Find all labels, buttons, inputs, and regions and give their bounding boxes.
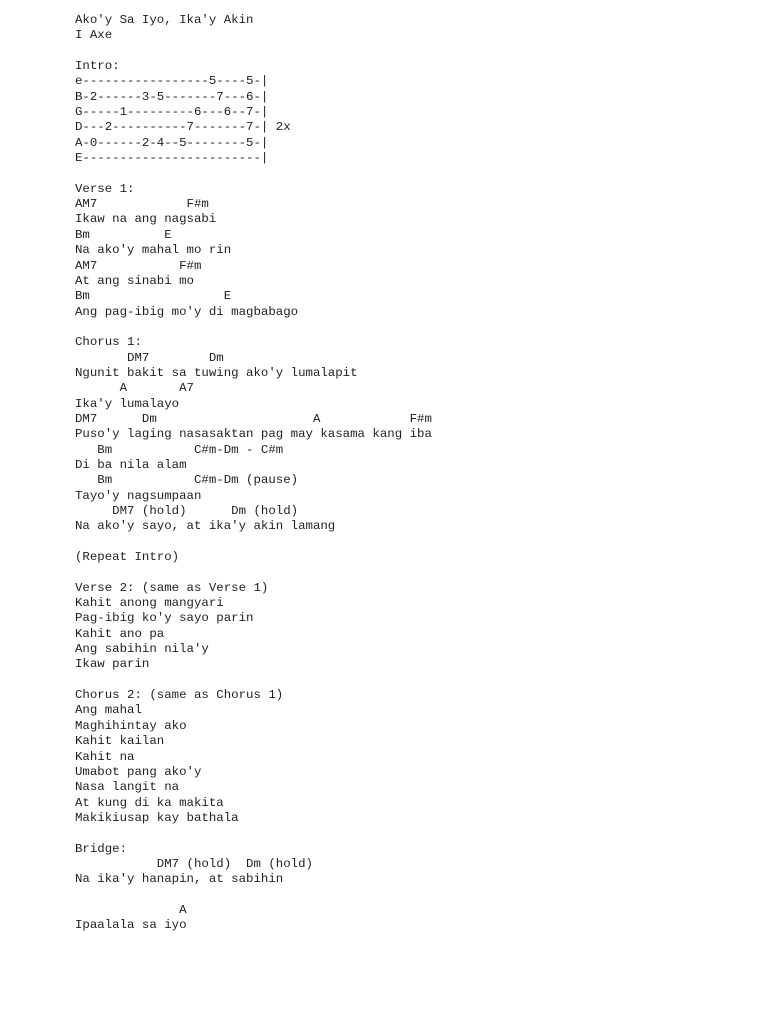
sheet-line: DM7 Dm A F#m xyxy=(75,411,432,426)
sheet-line: Ang mahal xyxy=(75,703,142,718)
sheet-line: Umabot pang ako'y xyxy=(75,764,202,779)
sheet-line: AM7 F#m xyxy=(75,258,202,273)
sheet-line: G-----1---------6---6--7-| xyxy=(75,105,269,120)
sheet-line: Maghihintay ako xyxy=(75,718,187,733)
sheet-line: Intro: xyxy=(75,59,120,74)
sheet-line: Chorus 2: (same as Chorus 1) xyxy=(75,688,284,703)
sheet-line: Verse 1: xyxy=(75,181,135,196)
sheet-line: E------------------------| xyxy=(75,151,269,166)
sheet-line: Nasa langit na xyxy=(75,780,180,795)
sheet-line: Di ba nila alam xyxy=(75,457,187,472)
sheet-line: Puso'y laging nasasaktan pag may kasama kang iba xyxy=(75,427,432,442)
sheet-line: Ika'y lumalayo xyxy=(75,396,180,411)
sheet-line: Na ako'y mahal mo rin xyxy=(75,243,232,258)
sheet-line: Ikaw na ang nagsabi xyxy=(75,212,217,227)
sheet-line: Verse 2: (same as Verse 1) xyxy=(75,580,269,595)
sheet-line: Kahit ano pa xyxy=(75,626,165,641)
sheet-line: DM7 (hold) Dm (hold) xyxy=(75,504,299,518)
sheet-line: Kahit na xyxy=(75,749,135,764)
sheet-line: At kung di ka makita xyxy=(75,795,224,810)
sheet-line: e-----------------5----5-| xyxy=(75,74,269,89)
sheet-line xyxy=(75,673,755,688)
sheet-line: B-2------3-5-------7---6-| xyxy=(75,89,269,104)
sheet-line: AM7 F#m xyxy=(75,197,209,212)
sheet-line: Ang pag-ibig mo'y di magbabago xyxy=(75,304,299,319)
sheet-line: Bm E xyxy=(75,227,172,242)
sheet-line: Ang sabihin nila'y xyxy=(75,642,209,657)
sheet-line: Bridge: xyxy=(75,841,128,856)
sheet-line xyxy=(75,166,755,181)
sheet-line xyxy=(75,826,755,841)
sheet-line: Kahit anong mangyari xyxy=(75,596,224,611)
sheet-line: A-0------2-4--5--------5-| xyxy=(75,135,269,150)
sheet-line: Makikiusap kay bathala xyxy=(75,810,239,825)
sheet-line: Tayo'y nagsumpaan xyxy=(75,488,202,503)
sheet-line: Ikaw parin xyxy=(75,657,150,672)
sheet-line: D---2----------7-------7-| 2x xyxy=(75,120,291,135)
sheet-line xyxy=(75,44,755,59)
sheet-line: At ang sinabi mo xyxy=(75,273,194,288)
sheet-line: Bm C#m-Dm - C#m xyxy=(75,442,284,457)
sheet-line xyxy=(75,320,755,335)
sheet-line: Ngunit bakit sa tuwing ako'y lumalapit xyxy=(75,365,358,380)
song-title: Ako'y Sa Iyo, Ika'y Akin xyxy=(75,13,254,27)
sheet-line: Bm E xyxy=(75,289,232,304)
sheet-line: Ipaalala sa iyo xyxy=(75,918,187,933)
sheet-line: Na ako'y sayo, at ika'y akin lamang xyxy=(75,519,336,534)
sheet-line: A xyxy=(75,902,187,917)
sheet-line: Bm C#m-Dm (pause) xyxy=(75,473,299,488)
sheet-line: A A7 xyxy=(75,381,194,396)
sheet-line: Pag-ibig ko'y sayo parin xyxy=(75,611,254,626)
song-artist: I Axe xyxy=(75,28,113,43)
sheet-line: (Repeat Intro) xyxy=(75,550,180,565)
sheet-line: Chorus 1: xyxy=(75,335,142,350)
sheet-line: Kahit kailan xyxy=(75,734,165,749)
sheet-line: Na ika'y hanapin, at sabihin xyxy=(75,872,284,887)
sheet-line: DM7 (hold) Dm (hold) xyxy=(75,856,313,871)
sheet-line xyxy=(75,535,755,550)
sheet-line xyxy=(75,888,755,903)
sheet-line xyxy=(75,565,755,580)
chord-sheet xyxy=(75,13,755,934)
sheet-line: DM7 Dm xyxy=(75,350,224,365)
